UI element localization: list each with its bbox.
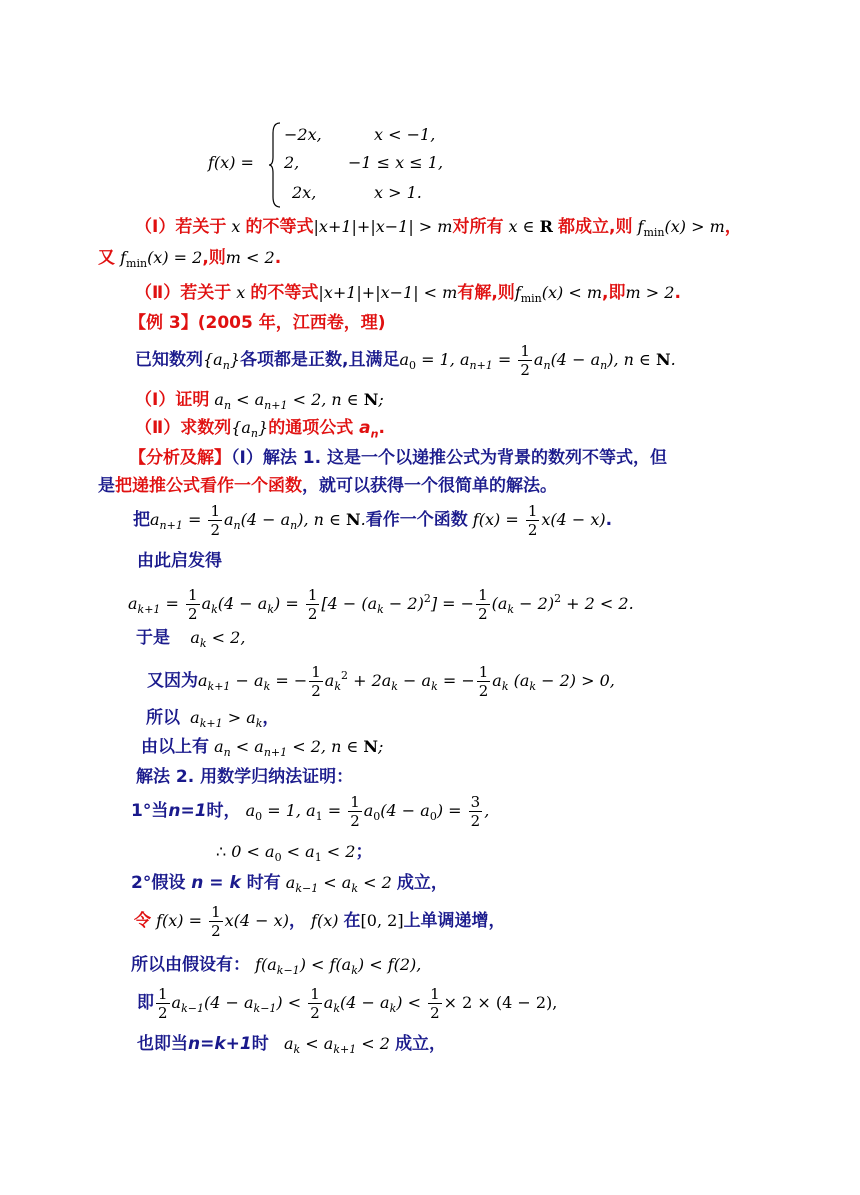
piecewise-expr-3: 2x, — [292, 183, 317, 202]
part1-line1: （Ⅰ）若关于 x 的不等式|x+1|+|x−1| > m对所有 x ∈ R 都成立,则 $f_{min}(x) > m$， — [135, 217, 742, 239]
problem-statement: 已知数列$\{a_n\}$各项都是正数,且满足$a_0 = 1$, $a_{n+1}$ = $\frac{1}{2}$ $a_n(4 - a_n)$, n ∈ N. — [135, 342, 676, 379]
hypothesis-line: 所以由假设有： $f(a_{k-1}) < f(a_k) < f(2)$, — [131, 955, 422, 977]
let-line: 令 f(x) = $\frac{1}{2}$ x(4 − x)， f(x) 在[0, 2]上单调递增， — [134, 903, 506, 940]
from-above-line: 由以上有 $a_n < a_{n+1} < 2$, n ∈ N; — [141, 737, 384, 759]
step1-line: 1°当n=1时， $a_0 = 1$, $a_1$ = $\frac{1}{2}$ $a_0(4 - a_0)$ = $\frac{3}{2}$ , — [131, 793, 490, 830]
ie-line: 即 $\frac{1}{2}$ $a_{k-1}(4 - a_{k-1})$ < $\frac{1}{2}$ $a_k(4 - a_k)$ < $\frac{1}{2}$ × 2 × (4 − 2), — [137, 985, 558, 1022]
analysis-line2: 是把递推公式看作一个函数，就可以获得一个很简单的解法。 — [98, 476, 557, 496]
piecewise-cond-2: −1 ≤ x ≤ 1, — [348, 153, 444, 172]
piecewise-lhs: f(x) = — [208, 153, 254, 172]
analysis-line1: 【分析及解】（Ⅰ）解法 1. 这是一个以递推公式为背景的数列不等式，但 — [129, 448, 667, 468]
hence-line: 于是 $a_k < 2$, — [136, 628, 246, 650]
part1-line2: 又 $f_{min}(x) = 2$,则m < 2. — [98, 248, 282, 270]
so-line: 所以 $a_{k+1} > a_k$， — [146, 708, 280, 730]
piecewise-expr-1: −2x, — [284, 125, 322, 144]
piecewise-brace — [268, 121, 282, 209]
view-as-function: 把$a_{n+1}$ = $\frac{1}{2}$ $a_n(4 - a_n)$, n ∈ N.看作一个函数 f(x) = $\frac{1}{2}$ x(4 − x). — [133, 502, 613, 539]
question-2: （Ⅱ）求数列$\{a_n\}$的通项公式 $a_n$. — [135, 418, 385, 441]
example-title: 【例 3】(2005 年，江西卷，理) — [129, 313, 386, 333]
method2-line: 解法 2. 用数学归纳法证明： — [136, 767, 354, 787]
step2-line: 2°假设 n = k 时有 $a_{k-1} < a_k < 2$ 成立， — [131, 873, 448, 895]
also-line: 也即当n=k+1时 $a_k < a_{k+1} < 2$ 成立， — [137, 1034, 447, 1056]
inspire-text: 由此启发得 — [137, 551, 222, 571]
piecewise-expr-2: 2, — [284, 153, 300, 172]
piecewise-cond-1: x < −1, — [374, 125, 436, 144]
derivation-1: $a_{k+1}$ = $\frac{1}{2}$ $a_k(4 - a_k)$ = $\frac{1}{2}$ $[4 - (a_k - 2)^2]$ = − $\frac{1}{2}$ $(a_k - 2)^2 + 2 < 2$. — [128, 586, 634, 623]
part2-line: （Ⅱ）若关于 x 的不等式|x+1|+|x−1| < m有解,则$f_{min}(x) < m$,即m > 2. — [135, 283, 681, 305]
therefore-line: ∴ $0 < a_0 < a_1 < 2$； — [216, 842, 373, 864]
piecewise-cond-3: x > 1. — [374, 183, 422, 202]
because-line: 又因为$a_{k+1} - a_k$ = − $\frac{1}{2}$ $a_k^2 + 2a_k - a_k$ = − $\frac{1}{2}$ $a_k$ $(a_k - 2) > 0$, — [147, 663, 615, 700]
question-1: （Ⅰ）证明 $a_n < a_{n+1} < 2$, n ∈ N; — [135, 390, 384, 412]
